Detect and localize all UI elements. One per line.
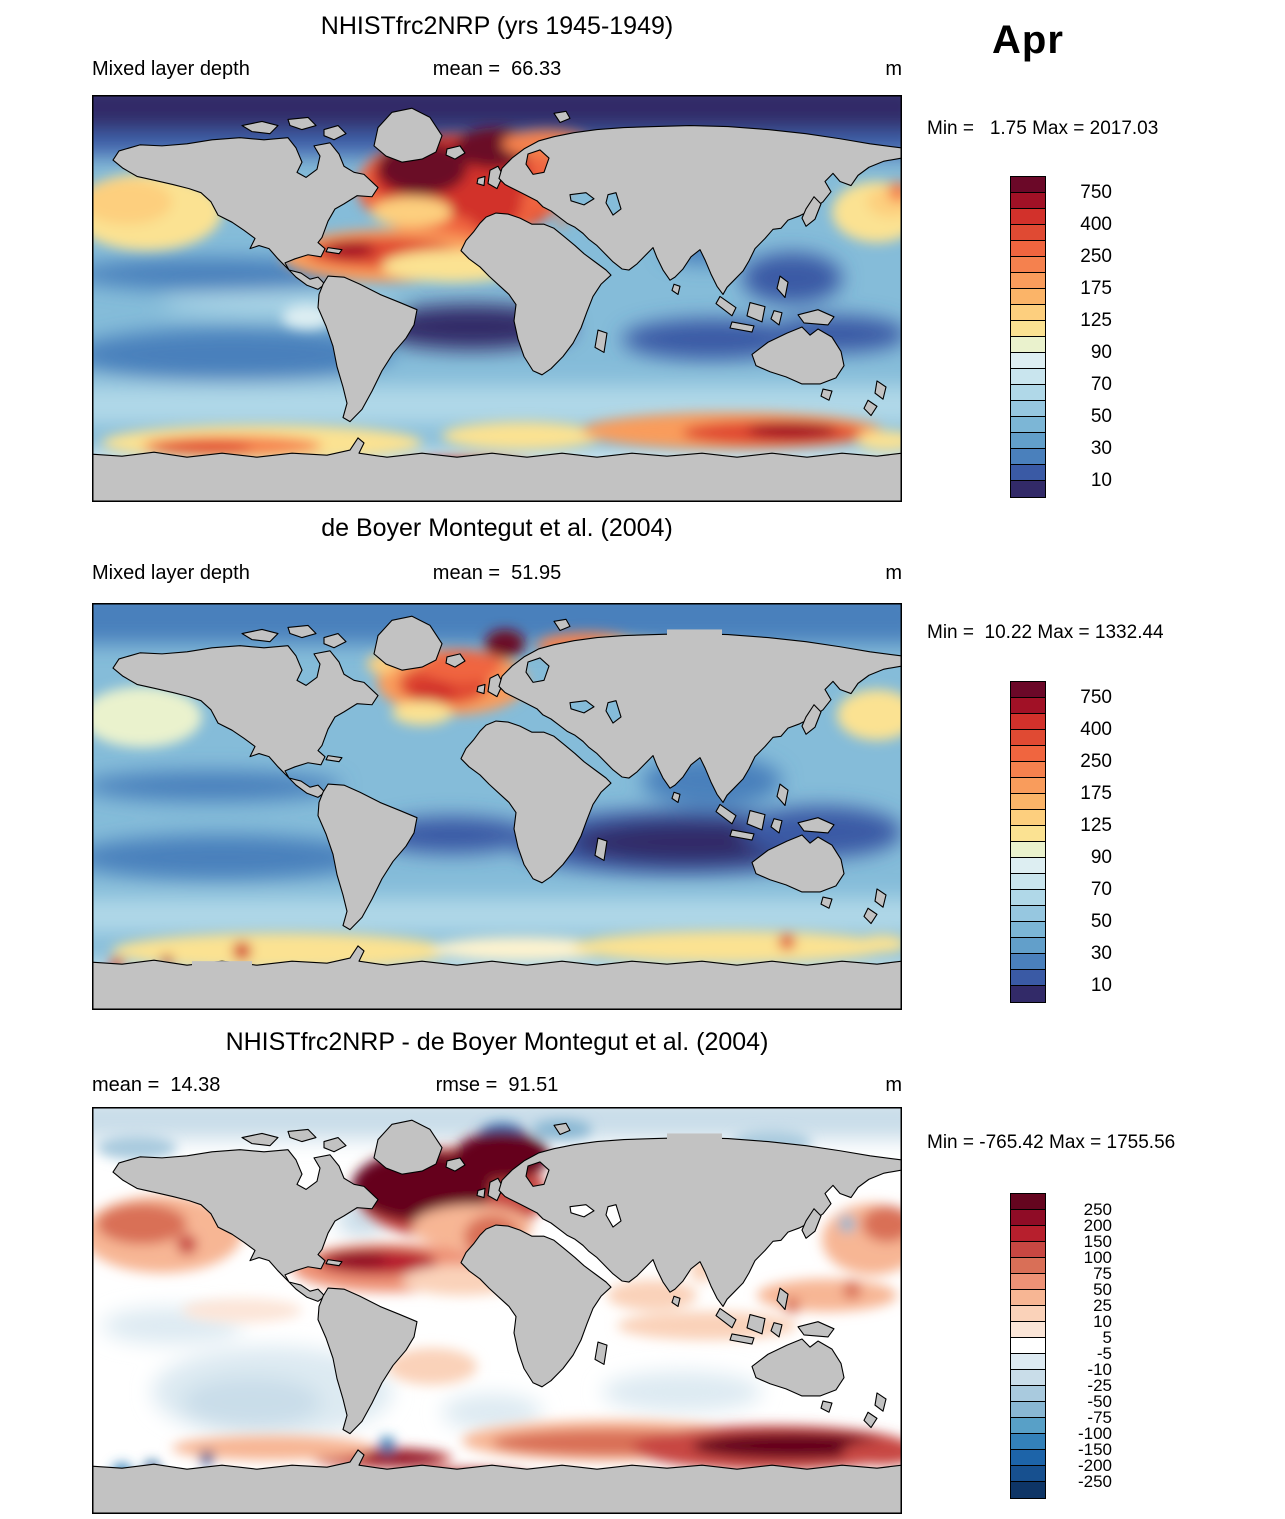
- colorbar-tick-label: 175: [1080, 783, 1112, 804]
- colorbar-cell: [1011, 449, 1045, 465]
- colorbar-cell: [1011, 177, 1045, 193]
- colorbar-tick-label: 50: [1093, 1280, 1112, 1299]
- panel3-title: NHISTfrc2NRP - de Boyer Montegut et al. (2004): [225, 1028, 769, 1056]
- colorbar-cell: [1011, 1274, 1045, 1290]
- colorbar-tick-label: 125: [1080, 815, 1112, 836]
- colorbar-tick-label: 250: [1080, 246, 1112, 267]
- colorbar-cell: [1011, 1450, 1045, 1466]
- colorbar-cell: [1011, 1418, 1045, 1434]
- colorbar-labels: [1052, 681, 1112, 1003]
- colorbar-cell: [1011, 1386, 1045, 1402]
- colorbar-cell: [1011, 730, 1045, 746]
- colorbar-cell: [1011, 1402, 1045, 1418]
- colorbar-cell: [1011, 305, 1045, 321]
- colorbar-labels: [1052, 1193, 1112, 1499]
- colorbar-cell: [1011, 826, 1045, 842]
- panel3-unit-label: m: [885, 1074, 902, 1096]
- colorbar-tick-label: -25: [1087, 1376, 1112, 1395]
- colorbar-tick-label: 10: [1090, 470, 1112, 491]
- colorbar-tick-label: 750: [1080, 687, 1112, 708]
- colorbar-cell: [1011, 746, 1045, 762]
- colorbar-model: [1010, 176, 1160, 498]
- colorbar-cells: [1010, 176, 1046, 498]
- colorbar-cell: [1011, 257, 1045, 273]
- colorbar-labels: [1052, 176, 1112, 498]
- colorbar-cell: [1011, 1322, 1045, 1338]
- colorbar-tick-label: 50: [1090, 911, 1112, 932]
- colorbar-cell: [1011, 321, 1045, 337]
- colorbar-cell: [1011, 385, 1045, 401]
- colorbar-tick-label: 400: [1080, 214, 1112, 235]
- colorbar-tick-label: 90: [1090, 847, 1112, 868]
- colorbar-tick-label: 50: [1090, 406, 1112, 427]
- colorbar-cell: [1011, 762, 1045, 778]
- colorbar-cell: [1011, 193, 1045, 209]
- colorbar-cell: [1011, 874, 1045, 890]
- colorbar-cell: [1011, 778, 1045, 794]
- colorbar-cell: [1011, 1306, 1045, 1322]
- colorbar-cell: [1011, 273, 1045, 289]
- panel3-rmse-label: rmse = 91.51: [435, 1074, 559, 1096]
- panel2-variable-label: Mixed layer depth: [92, 562, 250, 584]
- colorbar-cell: [1011, 794, 1045, 810]
- colorbar-tick-label: -200: [1077, 1456, 1112, 1475]
- colorbar-tick-label: -10: [1087, 1360, 1112, 1379]
- colorbar-cell: [1011, 922, 1045, 938]
- colorbar-cell: [1011, 906, 1045, 922]
- colorbar-cell: [1011, 481, 1045, 497]
- colorbar-cell: [1011, 289, 1045, 305]
- month-label: Apr: [992, 18, 1064, 62]
- colorbar-tick-label: -50: [1087, 1392, 1112, 1411]
- colorbar-cell: [1011, 938, 1045, 954]
- colorbar-cell: [1011, 1226, 1045, 1242]
- panel3-minmax-label: Min = -765.42 Max = 1755.56: [927, 1132, 1176, 1153]
- colorbar-cell: [1011, 369, 1045, 385]
- colorbar-tick-label: 10: [1090, 975, 1112, 996]
- colorbar-observations: [1010, 681, 1160, 1003]
- colorbar-tick-label: 175: [1080, 278, 1112, 299]
- colorbar-tick-label: 750: [1080, 182, 1112, 203]
- colorbar-tick-label: -250: [1077, 1472, 1112, 1491]
- colorbar-tick-label: 10: [1093, 1312, 1112, 1331]
- colorbar-cell: [1011, 1194, 1045, 1210]
- panel3-mean-label: mean = 14.38: [92, 1074, 221, 1096]
- panel2-mean-label: mean = 51.95: [432, 562, 562, 584]
- colorbar-cell: [1011, 954, 1045, 970]
- colorbar-cell: [1011, 1210, 1045, 1226]
- colorbar-cell: [1011, 714, 1045, 730]
- colorbar-tick-label: 250: [1083, 1200, 1112, 1219]
- colorbar-cell: [1011, 1434, 1045, 1450]
- colorbar-cell: [1011, 1290, 1045, 1306]
- colorbar-cell: [1011, 417, 1045, 433]
- colorbar-tick-label: 30: [1090, 943, 1112, 964]
- map-difference-mld: [92, 1107, 902, 1514]
- colorbar-cell: [1011, 890, 1045, 906]
- colorbar-cells: [1010, 1193, 1046, 1499]
- panel1-unit-label: m: [885, 58, 902, 80]
- colorbar-cell: [1011, 842, 1045, 858]
- panel1-variable-label: Mixed layer depth: [92, 58, 250, 80]
- colorbar-tick-label: 100: [1083, 1248, 1112, 1267]
- colorbar-cell: [1011, 433, 1045, 449]
- colorbar-tick-label: 250: [1080, 751, 1112, 772]
- colorbar-cell: [1011, 1258, 1045, 1274]
- colorbar-cell: [1011, 209, 1045, 225]
- colorbar-tick-label: 90: [1090, 342, 1112, 363]
- colorbar-cell: [1011, 1370, 1045, 1386]
- colorbar-tick-label: 125: [1080, 310, 1112, 331]
- colorbar-tick-label: 150: [1083, 1232, 1112, 1251]
- colorbar-cell: [1011, 1482, 1045, 1498]
- panel2-unit-label: m: [885, 562, 902, 584]
- colorbar-tick-label: -150: [1077, 1440, 1112, 1459]
- panel1-title: NHISTfrc2NRP (yrs 1945-1949): [320, 12, 674, 40]
- panel1-mean-label: mean = 66.33: [432, 58, 562, 80]
- colorbar-cell: [1011, 986, 1045, 1002]
- colorbar-tick-label: 70: [1090, 374, 1112, 395]
- colorbar-tick-label: -5: [1096, 1344, 1112, 1363]
- colorbar-cell: [1011, 465, 1045, 481]
- colorbar-cell: [1011, 810, 1045, 826]
- colorbar-cell: [1011, 698, 1045, 714]
- colorbar-cell: [1011, 970, 1045, 986]
- colorbar-tick-label: 5: [1102, 1328, 1112, 1347]
- colorbar-tick-label: 200: [1083, 1216, 1112, 1235]
- colorbar-cells: [1010, 681, 1046, 1003]
- colorbar-cell: [1011, 241, 1045, 257]
- panel1-minmax-label: Min = 1.75 Max = 2017.03: [927, 118, 1159, 139]
- colorbar-tick-label: -75: [1087, 1408, 1112, 1427]
- map-model-mld: [92, 95, 902, 502]
- colorbar-difference: [1010, 1193, 1160, 1499]
- colorbar-cell: [1011, 858, 1045, 874]
- colorbar-tick-label: 400: [1080, 719, 1112, 740]
- colorbar-cell: [1011, 401, 1045, 417]
- colorbar-tick-label: 75: [1093, 1264, 1112, 1283]
- colorbar-cell: [1011, 337, 1045, 353]
- colorbar-cell: [1011, 1338, 1045, 1354]
- colorbar-tick-label: 25: [1093, 1296, 1112, 1315]
- colorbar-cell: [1011, 1242, 1045, 1258]
- colorbar-tick-label: -100: [1077, 1424, 1112, 1443]
- colorbar-cell: [1011, 682, 1045, 698]
- colorbar-cell: [1011, 1466, 1045, 1482]
- colorbar-tick-label: 70: [1090, 879, 1112, 900]
- colorbar-cell: [1011, 225, 1045, 241]
- colorbar-cell: [1011, 353, 1045, 369]
- colorbar-tick-label: 30: [1090, 438, 1112, 459]
- panel2-minmax-label: Min = 10.22 Max = 1332.44: [927, 622, 1164, 643]
- map-observations-mld: [92, 603, 902, 1010]
- panel2-title: de Boyer Montegut et al. (2004): [321, 514, 673, 542]
- colorbar-cell: [1011, 1354, 1045, 1370]
